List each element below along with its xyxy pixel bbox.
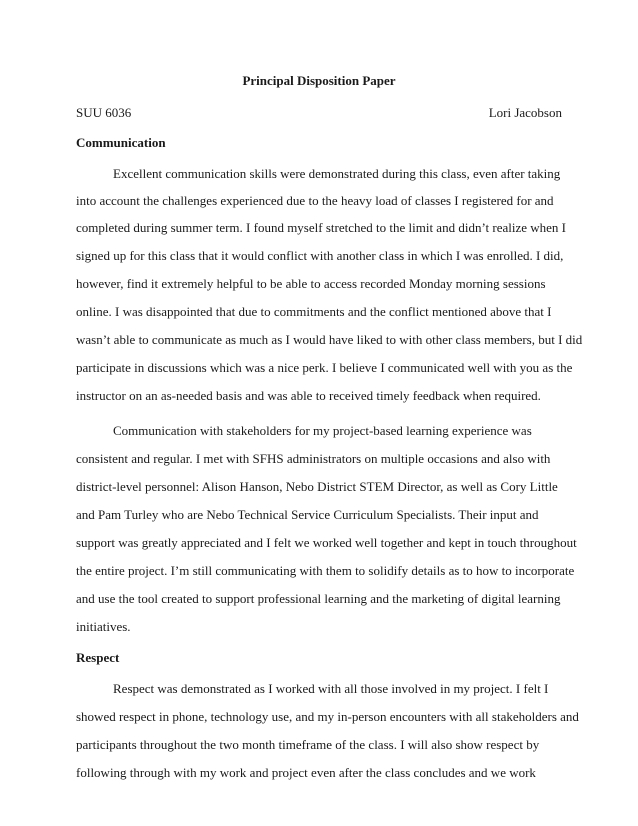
paragraph-line: instructor on an as-needed basis and was able to received timely feedback when required. xyxy=(76,388,541,403)
paragraph-line: signed up for this class that it would conflict with another class in which I was enrolled. I did, xyxy=(76,248,564,263)
paragraph-line: participate in discussions which was a nice perk. I believe I communicated well with you as the xyxy=(76,360,573,375)
paragraph-line: and use the tool created to support professional learning and the marketing of digital learning xyxy=(76,591,561,606)
course-code: SUU 6036 xyxy=(76,105,132,120)
paragraph-line: district-level personnel: Alison Hanson, Nebo District STEM Director, as well as Cory Little xyxy=(76,479,558,494)
paragraph-line: following through with my work and project even after the class concludes and we work xyxy=(76,765,536,780)
paragraph-line: Communication with stakeholders for my project-based learning experience was xyxy=(113,423,532,438)
paragraph-line: initiatives. xyxy=(76,619,131,634)
document-title: Principal Disposition Paper xyxy=(242,73,396,88)
paragraph-line: the entire project. I’m still communicating with them to solidify details as to how to incorporate xyxy=(76,563,575,578)
paragraph-line: Respect was demonstrated as I worked with all those involved in my project. I felt I xyxy=(113,681,549,696)
paragraph-line: participants throughout the two month timeframe of the class. I will also show respect by xyxy=(76,737,540,752)
paragraph-line: consistent and regular. I met with SFHS administrators on multiple occasions and also with xyxy=(76,451,551,466)
paragraph-line: wasn’t able to communicate as much as I would have liked to with other class members, but I did xyxy=(76,332,583,347)
paragraph-line: however, find it extremely helpful to be able to access recorded Monday morning sessions xyxy=(76,276,546,291)
paragraph-line: into account the challenges experienced due to the heavy load of classes I registered for and xyxy=(76,193,554,208)
section-heading-communication: Communication xyxy=(76,135,166,150)
paragraph-line: Excellent communication skills were demonstrated during this class, even after taking xyxy=(113,166,561,181)
paragraph-line: and Pam Turley who are Nebo Technical Service Curriculum Specialists. Their input and xyxy=(76,507,539,522)
paragraph-line: support was greatly appreciated and I felt we worked well together and kept in touch throughout xyxy=(76,535,577,550)
author-name: Lori Jacobson xyxy=(488,105,562,120)
paragraph-line: online. I was disappointed that due to commitments and the conflict mentioned above that I xyxy=(76,304,552,319)
paragraph-line: completed during summer term. I found myself stretched to the limit and didn’t realize when I xyxy=(76,220,567,235)
section-heading-respect: Respect xyxy=(76,650,120,665)
paragraph-line: showed respect in phone, technology use, and my in-person encounters with all stakeholders and xyxy=(76,709,579,724)
